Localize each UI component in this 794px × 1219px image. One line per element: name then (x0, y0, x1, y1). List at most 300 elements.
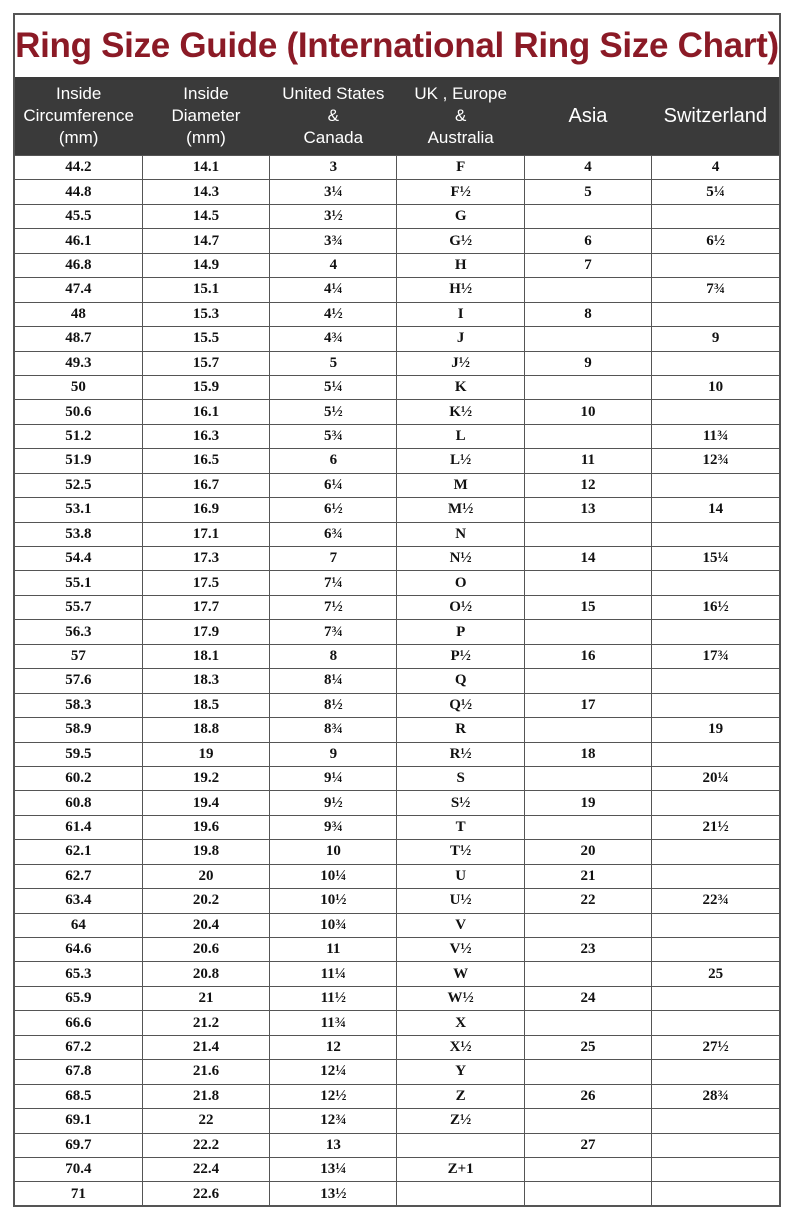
cell-circumference: 64.6 (15, 938, 142, 962)
cell-asia: 15 (524, 595, 651, 619)
cell-us-canada: 7¾ (270, 620, 397, 644)
cell-diameter: 20.6 (142, 938, 269, 962)
cell-us-canada: 11 (270, 938, 397, 962)
cell-us-canada: 5¼ (270, 375, 397, 399)
table-row (15, 1060, 779, 1084)
cell-switzerland (652, 986, 779, 1010)
cell-us-canada: 4¼ (270, 278, 397, 302)
table-row (15, 864, 779, 888)
cell-diameter: 15.5 (142, 327, 269, 351)
table-row (15, 595, 779, 619)
cell-circumference: 55.1 (15, 571, 142, 595)
cell-asia (524, 1011, 651, 1035)
cell-uk-europe-australia: O½ (397, 595, 524, 619)
header-line: (mm) (58, 128, 99, 147)
cell-asia (524, 424, 651, 448)
header-line: & (327, 106, 339, 125)
header-line: Australia (427, 128, 494, 147)
table-row (15, 766, 779, 790)
cell-us-canada: 9½ (270, 791, 397, 815)
header-line: Canada (303, 128, 364, 147)
cell-diameter: 22.4 (142, 1157, 269, 1181)
cell-circumference: 53.1 (15, 498, 142, 522)
header-asia (524, 77, 651, 156)
cell-switzerland: 6½ (652, 229, 779, 253)
cell-diameter: 19 (142, 742, 269, 766)
cell-us-canada: 6½ (270, 498, 397, 522)
cell-asia (524, 718, 651, 742)
cell-uk-europe-australia: T (397, 815, 524, 839)
table-row (15, 571, 779, 595)
cell-us-canada: 6¾ (270, 522, 397, 546)
cell-switzerland (652, 473, 779, 497)
cell-us-canada: 11¼ (270, 962, 397, 986)
cell-uk-europe-australia: Z (397, 1084, 524, 1108)
cell-asia: 17 (524, 693, 651, 717)
cell-diameter: 14.5 (142, 204, 269, 228)
cell-circumference: 61.4 (15, 815, 142, 839)
cell-circumference: 62.1 (15, 840, 142, 864)
cell-asia (524, 962, 651, 986)
table-row (15, 962, 779, 986)
cell-uk-europe-australia: J (397, 327, 524, 351)
cell-diameter: 21 (142, 986, 269, 1010)
cell-diameter: 16.3 (142, 424, 269, 448)
header-line: Circumference (23, 106, 134, 125)
cell-asia (524, 375, 651, 399)
cell-switzerland (652, 302, 779, 326)
cell-circumference: 60.8 (15, 791, 142, 815)
cell-asia: 13 (524, 498, 651, 522)
cell-circumference: 56.3 (15, 620, 142, 644)
cell-circumference: 44.2 (15, 156, 142, 180)
cell-uk-europe-australia: L½ (397, 449, 524, 473)
cell-us-canada: 10¼ (270, 864, 397, 888)
table-row (15, 424, 779, 448)
cell-asia (524, 278, 651, 302)
table-row (15, 302, 779, 326)
table-body (15, 156, 779, 1206)
cell-uk-europe-australia: S (397, 766, 524, 790)
cell-circumference: 49.3 (15, 351, 142, 375)
cell-switzerland: 5¼ (652, 180, 779, 204)
cell-asia: 22 (524, 889, 651, 913)
cell-us-canada: 8¾ (270, 718, 397, 742)
table-row (15, 1011, 779, 1035)
cell-uk-europe-australia: Z+1 (397, 1157, 524, 1181)
cell-us-canada: 3 (270, 156, 397, 180)
cell-uk-europe-australia (397, 1182, 524, 1206)
cell-circumference: 64 (15, 913, 142, 937)
cell-diameter: 14.1 (142, 156, 269, 180)
cell-switzerland (652, 742, 779, 766)
cell-circumference: 46.1 (15, 229, 142, 253)
cell-asia: 25 (524, 1035, 651, 1059)
cell-switzerland (652, 253, 779, 277)
cell-switzerland: 4 (652, 156, 779, 180)
page-title: Ring Size Guide (International Ring Size Chart) (15, 26, 779, 65)
table-row (15, 253, 779, 277)
cell-switzerland: 14 (652, 498, 779, 522)
header-inside-circumference (15, 77, 142, 156)
table-row (15, 889, 779, 913)
table-header (15, 77, 779, 156)
cell-diameter: 15.1 (142, 278, 269, 302)
cell-switzerland (652, 693, 779, 717)
cell-diameter: 17.9 (142, 620, 269, 644)
cell-asia: 27 (524, 1133, 651, 1157)
cell-diameter: 15.3 (142, 302, 269, 326)
cell-us-canada: 8½ (270, 693, 397, 717)
cell-uk-europe-australia: Q (397, 669, 524, 693)
cell-circumference: 67.8 (15, 1060, 142, 1084)
size-table (15, 77, 779, 1206)
table-row (15, 375, 779, 399)
cell-us-canada: 10½ (270, 889, 397, 913)
cell-circumference: 57.6 (15, 669, 142, 693)
cell-asia: 23 (524, 938, 651, 962)
cell-switzerland: 19 (652, 718, 779, 742)
cell-switzerland: 9 (652, 327, 779, 351)
cell-diameter: 19.6 (142, 815, 269, 839)
cell-switzerland (652, 204, 779, 228)
cell-diameter: 18.5 (142, 693, 269, 717)
cell-uk-europe-australia: U½ (397, 889, 524, 913)
cell-uk-europe-australia: K (397, 375, 524, 399)
cell-switzerland (652, 620, 779, 644)
cell-asia: 11 (524, 449, 651, 473)
cell-us-canada: 13¼ (270, 1157, 397, 1181)
table-row (15, 473, 779, 497)
header-row (15, 77, 779, 156)
cell-uk-europe-australia: H (397, 253, 524, 277)
cell-diameter: 14.3 (142, 180, 269, 204)
cell-diameter: 16.9 (142, 498, 269, 522)
cell-circumference: 69.7 (15, 1133, 142, 1157)
cell-diameter: 16.5 (142, 449, 269, 473)
cell-diameter: 16.7 (142, 473, 269, 497)
header-line: United States (282, 84, 385, 103)
header-line: & (454, 106, 467, 125)
table-row (15, 1084, 779, 1108)
ring-size-chart (13, 13, 781, 1207)
cell-asia: 18 (524, 742, 651, 766)
cell-switzerland: 27½ (652, 1035, 779, 1059)
cell-circumference: 46.8 (15, 253, 142, 277)
cell-switzerland (652, 351, 779, 375)
cell-circumference: 50.6 (15, 400, 142, 424)
cell-diameter: 21.4 (142, 1035, 269, 1059)
cell-circumference: 51.9 (15, 449, 142, 473)
table-row (15, 351, 779, 375)
cell-diameter: 15.7 (142, 351, 269, 375)
table-row (15, 498, 779, 522)
cell-switzerland: 17¾ (652, 644, 779, 668)
cell-us-canada: 10¾ (270, 913, 397, 937)
cell-asia (524, 522, 651, 546)
table-row (15, 938, 779, 962)
cell-uk-europe-australia: F½ (397, 180, 524, 204)
cell-us-canada: 9¾ (270, 815, 397, 839)
cell-circumference: 55.7 (15, 595, 142, 619)
cell-diameter: 16.1 (142, 400, 269, 424)
cell-switzerland (652, 400, 779, 424)
header-line: Asia (568, 105, 608, 127)
cell-uk-europe-australia: U (397, 864, 524, 888)
cell-us-canada: 12 (270, 1035, 397, 1059)
cell-diameter: 19.2 (142, 766, 269, 790)
cell-diameter: 20.2 (142, 889, 269, 913)
table-row (15, 156, 779, 180)
cell-switzerland (652, 1011, 779, 1035)
cell-switzerland (652, 669, 779, 693)
cell-us-canada: 3¼ (270, 180, 397, 204)
cell-diameter: 14.9 (142, 253, 269, 277)
cell-switzerland: 11¾ (652, 424, 779, 448)
table-row (15, 1182, 779, 1206)
cell-us-canada: 8¼ (270, 669, 397, 693)
table-row (15, 278, 779, 302)
cell-asia (524, 1060, 651, 1084)
cell-us-canada: 7 (270, 547, 397, 571)
cell-us-canada: 4¾ (270, 327, 397, 351)
cell-switzerland: 7¾ (652, 278, 779, 302)
table-row (15, 180, 779, 204)
cell-asia (524, 204, 651, 228)
table-row (15, 229, 779, 253)
cell-uk-europe-australia: F (397, 156, 524, 180)
cell-switzerland: 21½ (652, 815, 779, 839)
cell-diameter: 22.2 (142, 1133, 269, 1157)
cell-diameter: 18.1 (142, 644, 269, 668)
cell-circumference: 66.6 (15, 1011, 142, 1035)
cell-circumference: 59.5 (15, 742, 142, 766)
cell-switzerland: 22¾ (652, 889, 779, 913)
cell-diameter: 17.5 (142, 571, 269, 595)
cell-circumference: 53.8 (15, 522, 142, 546)
cell-uk-europe-australia: V (397, 913, 524, 937)
cell-asia (524, 1182, 651, 1206)
table-row (15, 327, 779, 351)
cell-uk-europe-australia: J½ (397, 351, 524, 375)
cell-asia: 10 (524, 400, 651, 424)
cell-circumference: 65.3 (15, 962, 142, 986)
cell-switzerland: 20¼ (652, 766, 779, 790)
cell-uk-europe-australia: P (397, 620, 524, 644)
cell-circumference: 67.2 (15, 1035, 142, 1059)
header-line: Inside (183, 84, 229, 103)
cell-diameter: 21.2 (142, 1011, 269, 1035)
cell-circumference: 68.5 (15, 1084, 142, 1108)
cell-asia (524, 571, 651, 595)
cell-circumference: 65.9 (15, 986, 142, 1010)
cell-us-canada: 5 (270, 351, 397, 375)
cell-switzerland (652, 1133, 779, 1157)
cell-uk-europe-australia: Q½ (397, 693, 524, 717)
table-row (15, 449, 779, 473)
cell-us-canada: 10 (270, 840, 397, 864)
cell-asia: 6 (524, 229, 651, 253)
cell-circumference: 47.4 (15, 278, 142, 302)
cell-diameter: 17.1 (142, 522, 269, 546)
cell-uk-europe-australia: G (397, 204, 524, 228)
cell-circumference: 52.5 (15, 473, 142, 497)
cell-us-canada: 4½ (270, 302, 397, 326)
table-row (15, 547, 779, 571)
cell-circumference: 48 (15, 302, 142, 326)
cell-asia: 16 (524, 644, 651, 668)
cell-asia: 21 (524, 864, 651, 888)
table-row (15, 693, 779, 717)
cell-diameter: 21.6 (142, 1060, 269, 1084)
cell-circumference: 71 (15, 1182, 142, 1206)
cell-uk-europe-australia: I (397, 302, 524, 326)
cell-uk-europe-australia: S½ (397, 791, 524, 815)
cell-asia (524, 766, 651, 790)
cell-diameter: 17.3 (142, 547, 269, 571)
table-row (15, 669, 779, 693)
cell-uk-europe-australia: T½ (397, 840, 524, 864)
header-switzerland (652, 77, 779, 156)
cell-us-canada: 6¼ (270, 473, 397, 497)
cell-uk-europe-australia: X (397, 1011, 524, 1035)
cell-diameter: 14.7 (142, 229, 269, 253)
cell-asia: 26 (524, 1084, 651, 1108)
cell-uk-europe-australia: N (397, 522, 524, 546)
cell-uk-europe-australia: P½ (397, 644, 524, 668)
cell-asia: 14 (524, 547, 651, 571)
cell-asia: 9 (524, 351, 651, 375)
cell-circumference: 51.2 (15, 424, 142, 448)
cell-uk-europe-australia: R½ (397, 742, 524, 766)
table-row (15, 522, 779, 546)
cell-asia: 5 (524, 180, 651, 204)
cell-diameter: 19.4 (142, 791, 269, 815)
cell-asia: 4 (524, 156, 651, 180)
cell-us-canada: 3¾ (270, 229, 397, 253)
table-row (15, 1133, 779, 1157)
cell-uk-europe-australia: N½ (397, 547, 524, 571)
header-line: Switzerland (663, 105, 768, 127)
cell-us-canada: 8 (270, 644, 397, 668)
cell-circumference: 44.8 (15, 180, 142, 204)
cell-us-canada: 11½ (270, 986, 397, 1010)
cell-us-canada: 7½ (270, 595, 397, 619)
cell-uk-europe-australia: L (397, 424, 524, 448)
cell-us-canada: 7¼ (270, 571, 397, 595)
table-row (15, 400, 779, 424)
cell-circumference: 63.4 (15, 889, 142, 913)
header-us-canada (270, 77, 397, 156)
cell-uk-europe-australia: H½ (397, 278, 524, 302)
cell-uk-europe-australia: M (397, 473, 524, 497)
cell-circumference: 48.7 (15, 327, 142, 351)
cell-asia (524, 669, 651, 693)
cell-circumference: 62.7 (15, 864, 142, 888)
cell-uk-europe-australia: X½ (397, 1035, 524, 1059)
cell-asia (524, 815, 651, 839)
cell-circumference: 70.4 (15, 1157, 142, 1181)
table-row (15, 718, 779, 742)
cell-circumference: 60.2 (15, 766, 142, 790)
cell-asia: 24 (524, 986, 651, 1010)
cell-uk-europe-australia: W (397, 962, 524, 986)
cell-us-canada: 9 (270, 742, 397, 766)
cell-uk-europe-australia: Y (397, 1060, 524, 1084)
cell-us-canada: 12½ (270, 1084, 397, 1108)
cell-switzerland (652, 864, 779, 888)
cell-switzerland: 12¾ (652, 449, 779, 473)
cell-switzerland (652, 840, 779, 864)
cell-asia: 8 (524, 302, 651, 326)
cell-asia: 12 (524, 473, 651, 497)
cell-switzerland (652, 522, 779, 546)
cell-switzerland (652, 938, 779, 962)
cell-us-canada: 5½ (270, 400, 397, 424)
cell-diameter: 20.4 (142, 913, 269, 937)
cell-circumference: 57 (15, 644, 142, 668)
cell-us-canada: 5¾ (270, 424, 397, 448)
table-row (15, 815, 779, 839)
table-row (15, 913, 779, 937)
table-row (15, 1157, 779, 1181)
cell-asia: 20 (524, 840, 651, 864)
cell-circumference: 45.5 (15, 204, 142, 228)
cell-circumference: 50 (15, 375, 142, 399)
cell-us-canada: 6 (270, 449, 397, 473)
header-uk-europe-australia (397, 77, 524, 156)
cell-uk-europe-australia: V½ (397, 938, 524, 962)
cell-asia (524, 620, 651, 644)
header-line: (mm) (186, 128, 226, 147)
cell-us-canada: 9¼ (270, 766, 397, 790)
table-row (15, 986, 779, 1010)
cell-uk-europe-australia: O (397, 571, 524, 595)
header-inside-diameter (142, 77, 269, 156)
cell-switzerland (652, 1109, 779, 1133)
table-row (15, 791, 779, 815)
cell-switzerland: 15¼ (652, 547, 779, 571)
header-line: UK , Europe (414, 84, 507, 103)
cell-switzerland (652, 1182, 779, 1206)
cell-asia (524, 327, 651, 351)
cell-switzerland: 10 (652, 375, 779, 399)
cell-diameter: 15.9 (142, 375, 269, 399)
table-row (15, 204, 779, 228)
cell-circumference: 54.4 (15, 547, 142, 571)
cell-diameter: 20 (142, 864, 269, 888)
table-row (15, 840, 779, 864)
cell-diameter: 19.8 (142, 840, 269, 864)
table-row (15, 620, 779, 644)
header-line: Inside (55, 84, 102, 103)
cell-asia: 7 (524, 253, 651, 277)
cell-us-canada: 12¾ (270, 1109, 397, 1133)
cell-switzerland (652, 791, 779, 815)
cell-asia: 19 (524, 791, 651, 815)
cell-switzerland: 28¾ (652, 1084, 779, 1108)
cell-switzerland (652, 571, 779, 595)
cell-us-canada: 12¼ (270, 1060, 397, 1084)
cell-uk-europe-australia: Z½ (397, 1109, 524, 1133)
cell-us-canada: 4 (270, 253, 397, 277)
cell-diameter: 21.8 (142, 1084, 269, 1108)
cell-diameter: 17.7 (142, 595, 269, 619)
cell-switzerland (652, 1157, 779, 1181)
cell-asia (524, 913, 651, 937)
cell-us-canada: 3½ (270, 204, 397, 228)
cell-circumference: 58.9 (15, 718, 142, 742)
